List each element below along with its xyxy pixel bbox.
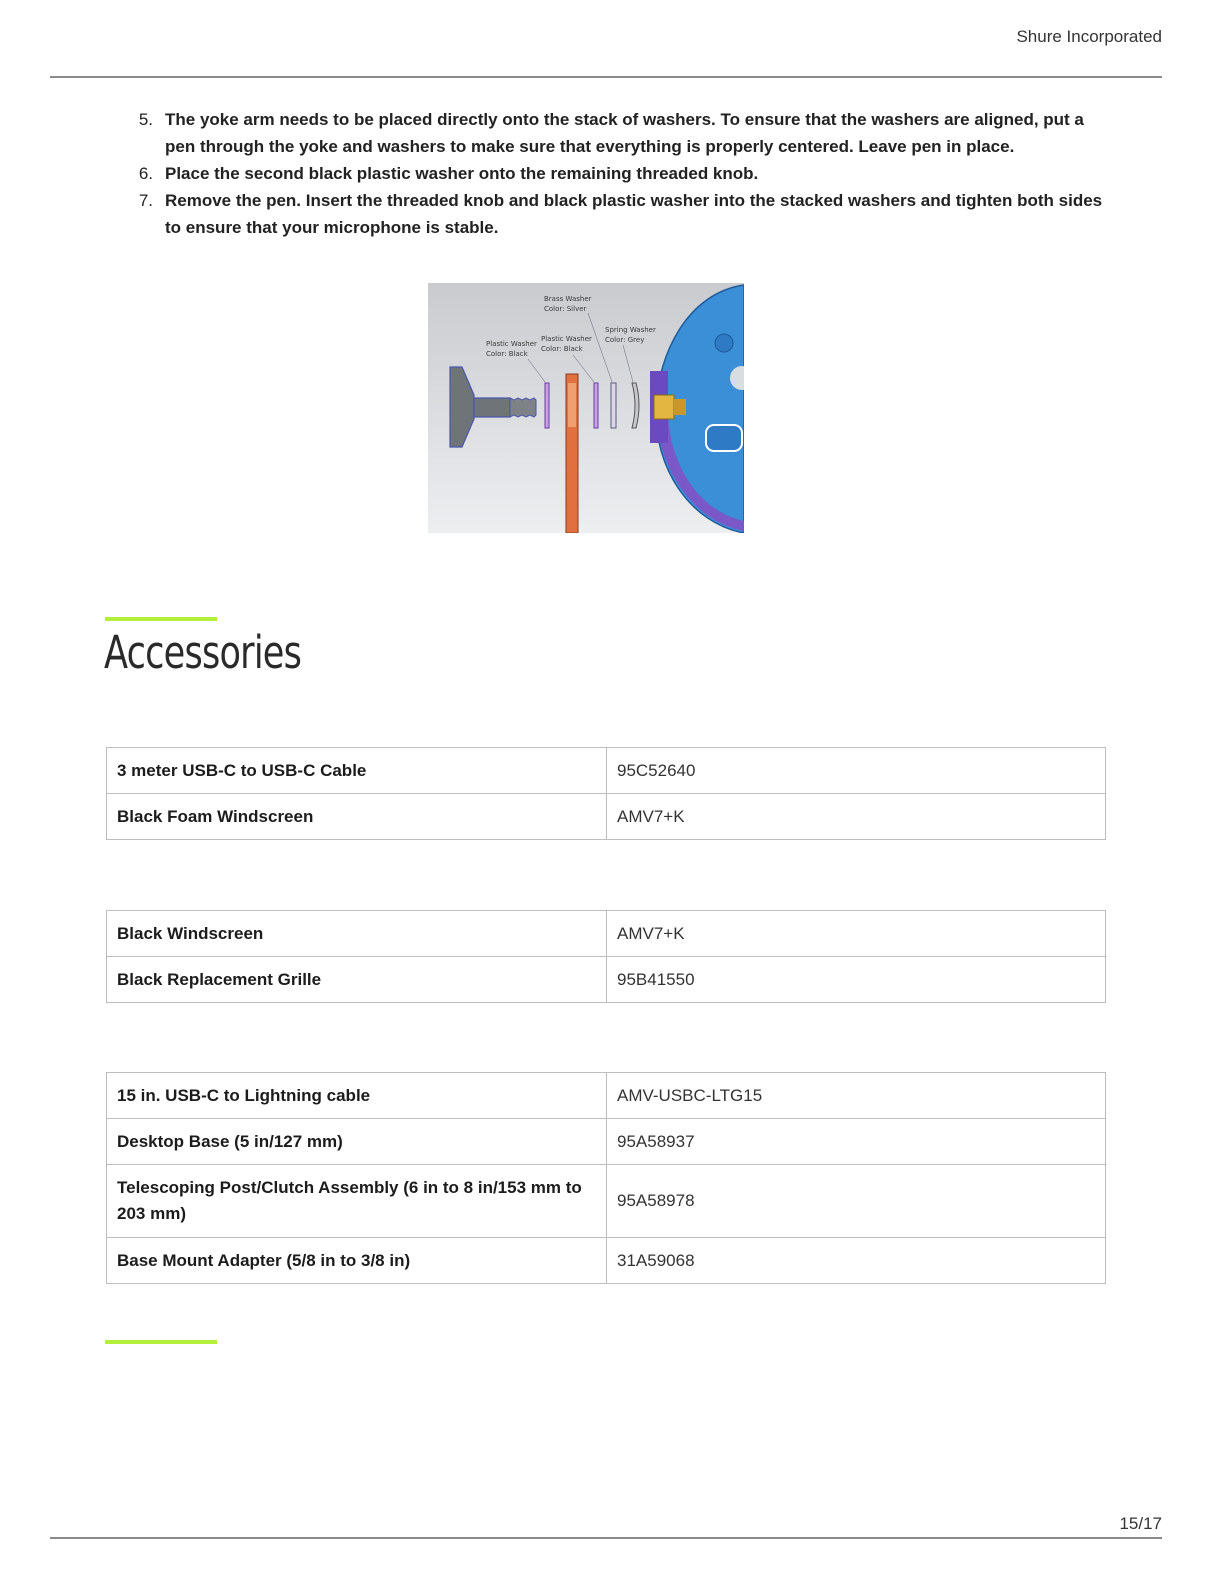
accessory-name: Base Mount Adapter (5/8 in to 3/8 in) — [107, 1238, 607, 1284]
footer-divider — [50, 1537, 1162, 1539]
accessories-table — [106, 910, 1106, 1003]
brass-washer-color: Color: Silver — [544, 305, 587, 313]
step-number: 6. — [138, 164, 153, 183]
table-row — [107, 1165, 1106, 1238]
step-text: The yoke arm needs to be placed directly onto the stack of washers. To ensure that the washers are aligned, put a pen through the yoke and washers to make sure that everything is properly centered. Leave pen in place. — [165, 110, 1084, 156]
washer-assembly-diagram — [428, 283, 744, 533]
accessory-name: Black Windscreen — [107, 911, 607, 957]
step-text: Place the second black plastic washer onto the remaining threaded knob. — [165, 164, 759, 183]
section-accent-bar — [105, 617, 217, 621]
accessory-name: Black Foam Windscreen — [107, 794, 607, 840]
instruction-steps — [116, 106, 1116, 241]
accessory-part-number: 95A58937 — [607, 1119, 1106, 1165]
table-row — [107, 1238, 1106, 1284]
accessory-part-number: 31A59068 — [607, 1238, 1106, 1284]
table-row — [107, 1119, 1106, 1165]
step-item — [116, 160, 1116, 187]
plastic-washer-shape — [594, 383, 598, 428]
header-divider — [50, 76, 1162, 78]
accessory-name: Black Replacement Grille — [107, 957, 607, 1003]
step-item — [116, 106, 1116, 160]
accessory-part-number: 95C52640 — [607, 748, 1106, 794]
plastic-washer-color: Color: Black — [486, 350, 528, 358]
page-number: 15/17 — [1119, 1514, 1162, 1533]
brass-washer-label: Brass Washer — [544, 295, 592, 303]
step-item — [116, 187, 1116, 241]
spring-washer-color: Color: Grey — [605, 336, 645, 344]
accessory-name: Telescoping Post/Clutch Assembly (6 in to 8 in/153 mm to 203 mm) — [107, 1165, 607, 1238]
step-number: 7. — [138, 191, 153, 210]
plastic-washer-label: Plastic Washer — [486, 340, 537, 348]
plastic-washer-label: Plastic Washer — [541, 335, 592, 343]
plastic-washer-shape — [545, 383, 549, 428]
accessory-name: 3 meter USB-C to USB-C Cable — [107, 748, 607, 794]
accessory-part-number: AMV7+K — [607, 794, 1106, 840]
table-row — [107, 957, 1106, 1003]
yoke-arm-shape — [566, 374, 578, 533]
brass-washer-shape — [611, 383, 616, 428]
table-row — [107, 1073, 1106, 1119]
spring-washer-label: Spring Washer — [605, 326, 656, 334]
section-title: Accessories — [104, 626, 302, 679]
accessory-part-number: 95A58978 — [607, 1165, 1106, 1238]
accessory-name: Desktop Base (5 in/127 mm) — [107, 1119, 607, 1165]
accessory-name: 15 in. USB-C to Lightning cable — [107, 1073, 607, 1119]
accessories-table — [106, 1072, 1106, 1284]
accessory-part-number: 95B41550 — [607, 957, 1106, 1003]
section-accent-bar — [105, 1340, 217, 1344]
table-row — [107, 748, 1106, 794]
table-row — [107, 794, 1106, 840]
step-text: Remove the pen. Insert the threaded knob and black plastic washer into the stacked washers and tighten both sides to ensure that your microphone is stable. — [165, 191, 1103, 237]
plastic-washer-color: Color: Black — [541, 345, 583, 353]
accessories-table — [106, 747, 1106, 840]
step-number: 5. — [138, 110, 153, 129]
accessory-part-number: AMV-USBC-LTG15 — [607, 1073, 1106, 1119]
table-row — [107, 911, 1106, 957]
header-company-name: Shure Incorporated — [1016, 27, 1162, 46]
accessory-part-number: AMV7+K — [607, 911, 1106, 957]
